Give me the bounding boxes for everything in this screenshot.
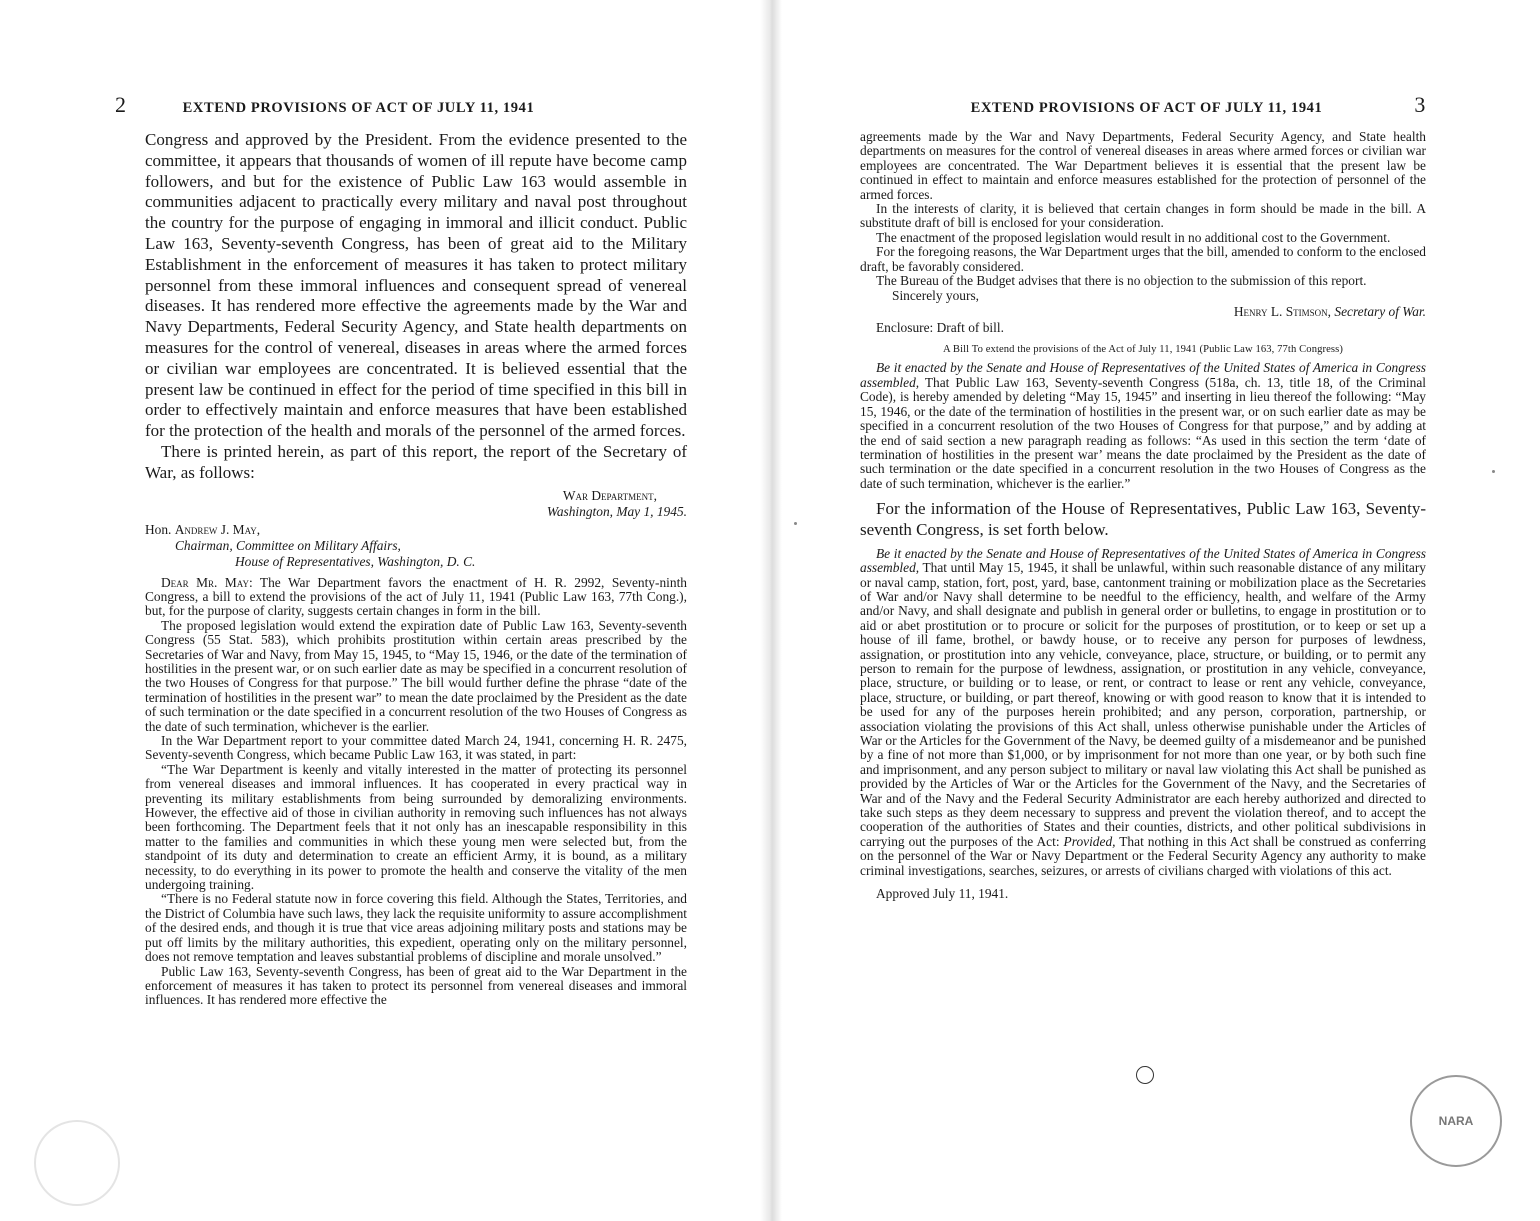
punch-hole-circle (1136, 1066, 1154, 1084)
salutation: Dear Mr. May: (161, 574, 253, 590)
addressee-line (145, 522, 687, 538)
letterhead (145, 488, 687, 520)
letter-paragraph: In the War Department report to your committee dated March 24, 1941, concerning H. R. 2475, Seventy-seventh Congress, which became Public Law 163, it was stated, in part: (145, 733, 687, 763)
signer-line (860, 304, 1426, 320)
bill-title: A Bill To extend the provisions of the Act of July 11, 1941 (Public Law 163, 77th Congress) (942, 344, 1343, 356)
library-seal-stamp (1410, 1075, 1502, 1167)
letter-paragraph: agreements made by the War and Navy Departments, Federal Security Agency, and State health departments on measures for the control of venereal diseases in areas where armed forces or civilian war employees are concentrated. The War Department believes it is essential that the present law be continued in effect to maintain and enforce measures established for the protection of personnel of the armed forces. (860, 129, 1426, 202)
left-running-header (115, 92, 695, 116)
enacting-clause: Be it enacted by the Senate and House of Representatives of the United States of America in Congress assembled, (860, 360, 1426, 390)
stamp-text: NARA (1438, 1114, 1474, 1128)
right-running-header (948, 92, 1426, 116)
letter-paragraph: The enactment of the proposed legislation would result in no additional cost to the Government. (876, 229, 1391, 245)
information-note: For the information of the House of Representatives, Public Law 163, Seventy-seventh Congress, is set forth below. (860, 499, 1426, 539)
enacting-clause: Be it enacted by the Senate and House of Representatives of the United States of America in Congress assembled, (860, 545, 1426, 576)
running-head-title: EXTEND PROVISIONS OF ACT OF JULY 11, 1941 (970, 100, 1323, 116)
report-paragraph: There is printed herein, as part of this report, the report of the Secretary of War, as follows: (145, 441, 687, 482)
page-number: 3 (1414, 92, 1426, 117)
quoted-paragraph: “The War Department is keenly and vitally interested in the matter of protecting its personnel from venereal diseases and immoral influences. It has cooperated in every practical way in preventing its military establishments from being surrounded by demoralizing environments. However, the effective aid of those in civilian authority in removing such influences has not always been forthcoming. The Department feels that it not only has an inescapable responsibility in this matter to the families and communities in which these young men were selected but, from the standpoint of its duty and determination to create an efficient Army, it is bound, as a military necessity, to do everything in its power to promote the health and conserve the vitality of the men undergoing training. (145, 761, 687, 893)
right-text-column (860, 130, 1426, 902)
letter-paragraph: In the interests of clarity, it is believed that certain changes in form should be made in the bill. A substitute draft of bill is enclosed for your consideration. (860, 201, 1426, 231)
letter-paragraph: For the foregoing reasons, the War Department urges that the bill, amended to conform to the enclosed draft, be favorably considered. (860, 244, 1426, 274)
speck (1492, 470, 1495, 473)
bill-body: That Public Law 163, Seventy-seventh Congress (518a, ch. 13, title 18, of the Criminal Code), is hereby amended by deleting “May 15, 1945” and inserting in lieu thereof the following: “May 15, 1946, or the date of the termination of hostilities in the present war, or on such earlier date as may be specified in a concurrent resolution of the two Houses of Congress for that purpose,” and by adding at the end of said section a new paragraph reading as follows: “As used in this section the term ‘date of termination of hostilities in the present war’ means the date proclaimed by the President as the date of such termination or the date specified in a concurrent resolution in the two Houses of Congress as the date of such termination, whichever is the earlier.” (860, 374, 1426, 491)
left-text-column (145, 130, 687, 1008)
signer-title: Secretary of War. (1334, 304, 1426, 320)
report-paragraph: Congress and approved by the President. From the evidence presented to the committee, it appears that thousands of women of ill repute have become camp followers, and but for the existence of Public Law 163 would assemble in communities adjacent to practically every military and naval post throughout the country for the purpose of engaging in immoral and illicit conduct. Public Law 163, Seventy-seventh Congress, has been of great aid to the Military Establishment in the enforcement of measures it has taken to protect military personnel from these immoral influences and consequent spread of venereal diseases. It has rendered more effective the agreements made by the War and Navy Departments, Federal Security Agency, and State health departments on measures for the control of venereal, diseases in areas where the armed forces or civilian war employees are concentrated. It is believed essential that the present law be continued in effect for the period of time specified in this bill in order to effectively maintain and enforce measures that have been established for the protection of the health and morals of the personnel of the armed forces. (145, 130, 687, 441)
proviso-word: Provided, (1063, 833, 1116, 849)
letter-paragraph: Public Law 163, Seventy-seventh Congress, has been of great aid to the War Department in the enforcement of measures it has taken to protect its personnel from venereal diseases and immoral influences. It has rendered more effective the (145, 963, 687, 1008)
law-body-continued: That nothing in this Act shall be construed as conferring on the personnel of the War or Navy Department or the Federal Security Agency any authority to make criminal investigations, searches, seizures, or arrests of civilians charged with violations of this act. (860, 833, 1426, 878)
addressee-prefix: Hon. (145, 521, 175, 537)
enclosure-note: Enclosure: Draft of bill. (876, 320, 1004, 336)
letter-paragraph: The proposed legislation would extend the expiration date of Public Law 163, Seventy-seventh Congress (55 Stat. 583), which prohibits prostitution within certain areas prescribed by the Secretaries of War and Navy, from May 15, 1945, to “May 15, 1946, or the date of the termination of hostilities in the present war, or on such earlier date as may be specified in a concurrent resolution of the two Houses of Congress for that purpose.” The bill would further define the phrase “date of the termination of hostilities in the present war” to mean the date proclaimed by the President as the date of such termination or the date specified in a concurrent resolution of the two Houses of Congress as the date of such termination, whichever is the earlier. (145, 617, 687, 734)
quoted-paragraph: “There is no Federal statute now in force covering this field. Although the States, Territories, and the District of Columbia have such laws, they lack the requisite uniformity to assure accomplishment of the desired ends, and though it is true that vice areas adjoining military posts and stations may be put off limits by the military authorities, this expedient, operating only on the military personnel, does not remove temptation and leaves substantial problems of discipline and morale unsolved.” (145, 891, 687, 965)
bill-text (860, 361, 1426, 491)
letter-paragraph: The Bureau of the Budget advises that there is no objection to the submission of this report. (876, 273, 1367, 289)
approval-date: Approved July 11, 1941. (876, 886, 1009, 902)
addressee-title: House of Representatives, Washington, D. C. (235, 553, 476, 569)
addressee-title: Chairman, Committee on Military Affairs, (175, 537, 401, 553)
law-body: That until May 15, 1945, it shall be unlawful, within such reasonable distance of any military or naval camp, station, fort, post, yard, base, cantonment training or mobilization place as the Secretaries of War and/or Navy shall determine to be needful to the efficiency, health, and welfare of the Army and/or Navy, and shall designate and publish in general order or bulletins, to engage in prostitution or to aid or abet prostitution or to procure or solicit for the purposes of prostitution, or to keep or set up a house of ill fame, brothel, or bawdy house, or to receive any person for purposes of lewdness, assignation, or prostitution into any vehicle, conveyance, place, structure, or building, or to permit any person to remain for the purpose of lewdness, assignation, or prostitution in any vehicle, conveyance, place, structure, or building or to lease, or rent, or contract to lease or rent any vehicle, conveyance, place, structure, or building, or part thereof, knowing or with good reason to know that it is intended to be used for any of the purposes herein prohibited; and any person, corporation, partnership, or association violating the provisions of this Act shall, unless otherwise punishable under the Articles of War or the Articles for the Government of the Navy, be deemed guilty of a misdemeanor and be punished by a fine of not more than $1,000, or by imprisonment for not more than one year, or by both such fine and imprisonment, and any person subject to military or naval law violating this Act shall be punished as provided by the Articles of War or the Articles for the Government of the Navy, and the Secretaries of War and of the Navy and the Federal Security Administrator are each hereby authorized and directed to take such steps as they deem necessary to suppress and prevent the violation thereof, and to accept the cooperation of the authorities of States and their counties, districts, and other political subdivisions in carrying out the purposes of the Act: (860, 560, 1426, 849)
letterhead-org: War Department, (562, 487, 657, 503)
letter-text: The War Department favors the enactment of H. R. 2992, Seventy-ninth Congress, a bill to extend the provisions of the act of July 11, 1941 (Public Law 163, 77th Cong.), but, for the purpose of clarity, suggests certain changes in form in the bill. (145, 574, 687, 619)
addressee-name: Andrew J. May, (174, 521, 261, 537)
right-page (770, 0, 1540, 1221)
letterhead-date: Washington, May 1, 1945. (546, 503, 687, 519)
signature-block (860, 288, 1426, 336)
faded-library-stamp (34, 1120, 120, 1206)
addressee-block (145, 522, 687, 570)
letter-paragraph (145, 576, 687, 619)
speck (794, 522, 797, 525)
page-number: 2 (115, 92, 127, 117)
signer-name: Henry L. Stimson, (1233, 304, 1332, 320)
closing: Sincerely yours, (892, 288, 980, 304)
running-head-title: EXTEND PROVISIONS OF ACT OF JULY 11, 1941 (182, 100, 535, 116)
law-text (860, 547, 1426, 878)
